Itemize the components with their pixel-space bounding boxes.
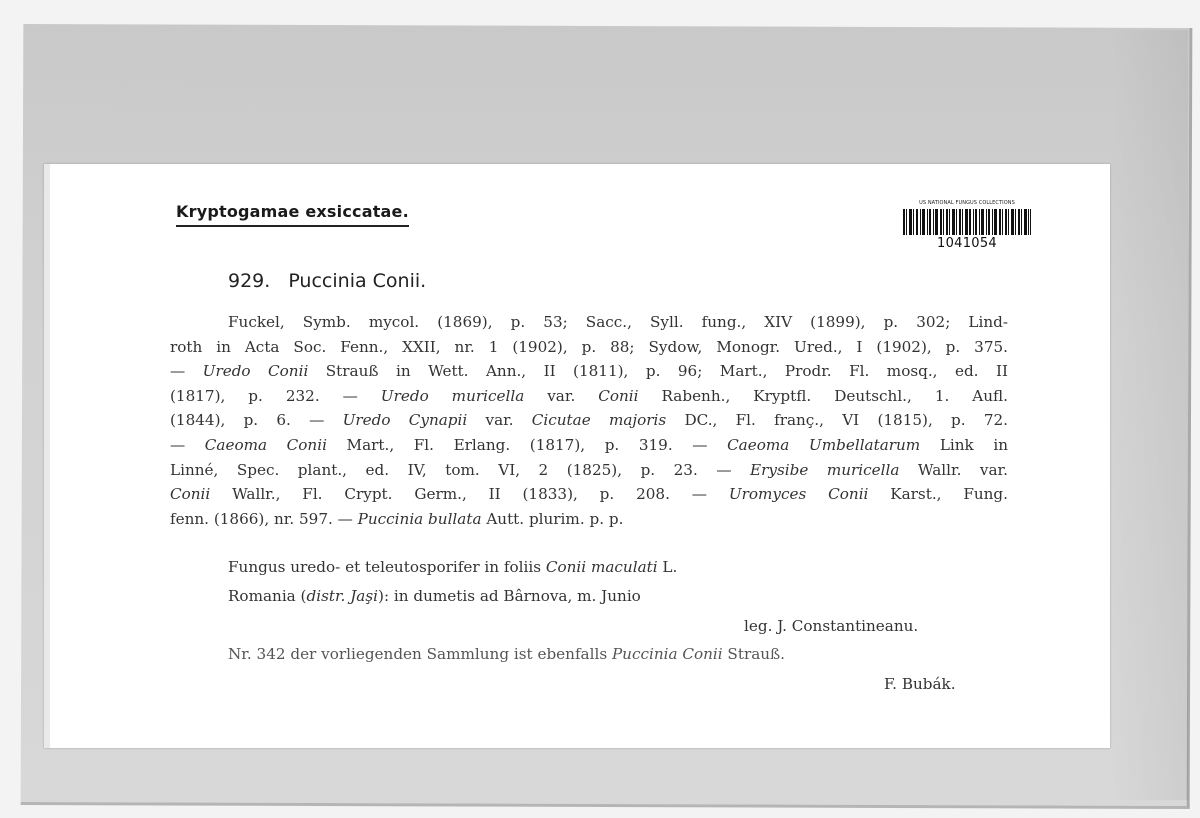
- sheet-shadow: [1110, 30, 1188, 800]
- label-edge: [44, 164, 50, 748]
- synonymy-line: Linné, Spec. plant., ed. IV, tom. VI, 2 (1825), p. 23. — Erysibe muricella Wallr. var.: [170, 460, 1008, 479]
- synonymy-paragraph: [170, 310, 1008, 531]
- synonymy-line: — Caeoma Conii Mart., Fl. Erlang. (1817), p. 319. — Caeoma Umbellatarum Link in: [170, 435, 1008, 454]
- host-line: Fungus uredo- et teleutosporifer in foliis Conii maculati L.: [228, 558, 678, 576]
- entry-title: [228, 270, 426, 292]
- synonymy-line: fenn. (1866), nr. 597. — Puccinia bullata Autt. plurim. p. p.: [170, 509, 624, 528]
- barcode-number: 1041054: [937, 236, 997, 251]
- collector-line: leg. J. Constantineanu.: [744, 617, 919, 635]
- synonymy-line: roth in Acta Soc. Fenn., XXII, nr. 1 (1902), p. 88; Sydow, Monogr. Ured., I (1902), p. 375.: [170, 337, 1008, 356]
- barcode-org: US NATIONAL FUNGUS COLLECTIONS: [919, 200, 1015, 206]
- synonymy-line: Fuckel, Symb. mycol. (1869), p. 53; Sacc., Syll. fung., XIV (1899), p. 302; Lind-: [228, 313, 1008, 331]
- synonymy-line: Conii Wallr., Fl. Crypt. Germ., II (1833), p. 208. — Uromyces Conii Karst., Fung.: [170, 485, 1008, 504]
- barcode-label: [893, 196, 1041, 262]
- locality-line: Romania (distr. Jaşi): in dumetis ad Bârnova, m. Junio: [228, 587, 641, 605]
- editor-line: F. Bubák.: [884, 675, 956, 693]
- species-name: Puccinia Conii.: [288, 270, 427, 292]
- entry-number: 929.: [228, 270, 271, 292]
- synonymy-line: (1817), p. 232. — Uredo muricella var. Conii Rabenh., Kryptfl. Deutschl., 1. Aufl.: [170, 386, 1008, 405]
- header-box: [176, 202, 409, 227]
- series-title: Kryptogamae exsiccatae.: [176, 202, 409, 227]
- synonymy-line: — Uredo Conii Strauß in Wett. Ann., II (1811), p. 96; Mart., Prodr. Fl. mosq., ed. II: [170, 362, 1008, 381]
- barcode-icon: [903, 209, 1031, 235]
- note-line: Nr. 342 der vorliegenden Sammlung ist ebenfalls Puccinia Conii Strauß.: [228, 645, 786, 663]
- synonymy-line: (1844), p. 6. — Uredo Cynapii var. Cicutae majoris DC., Fl. franç., VI (1815), p. 72.: [170, 411, 1008, 430]
